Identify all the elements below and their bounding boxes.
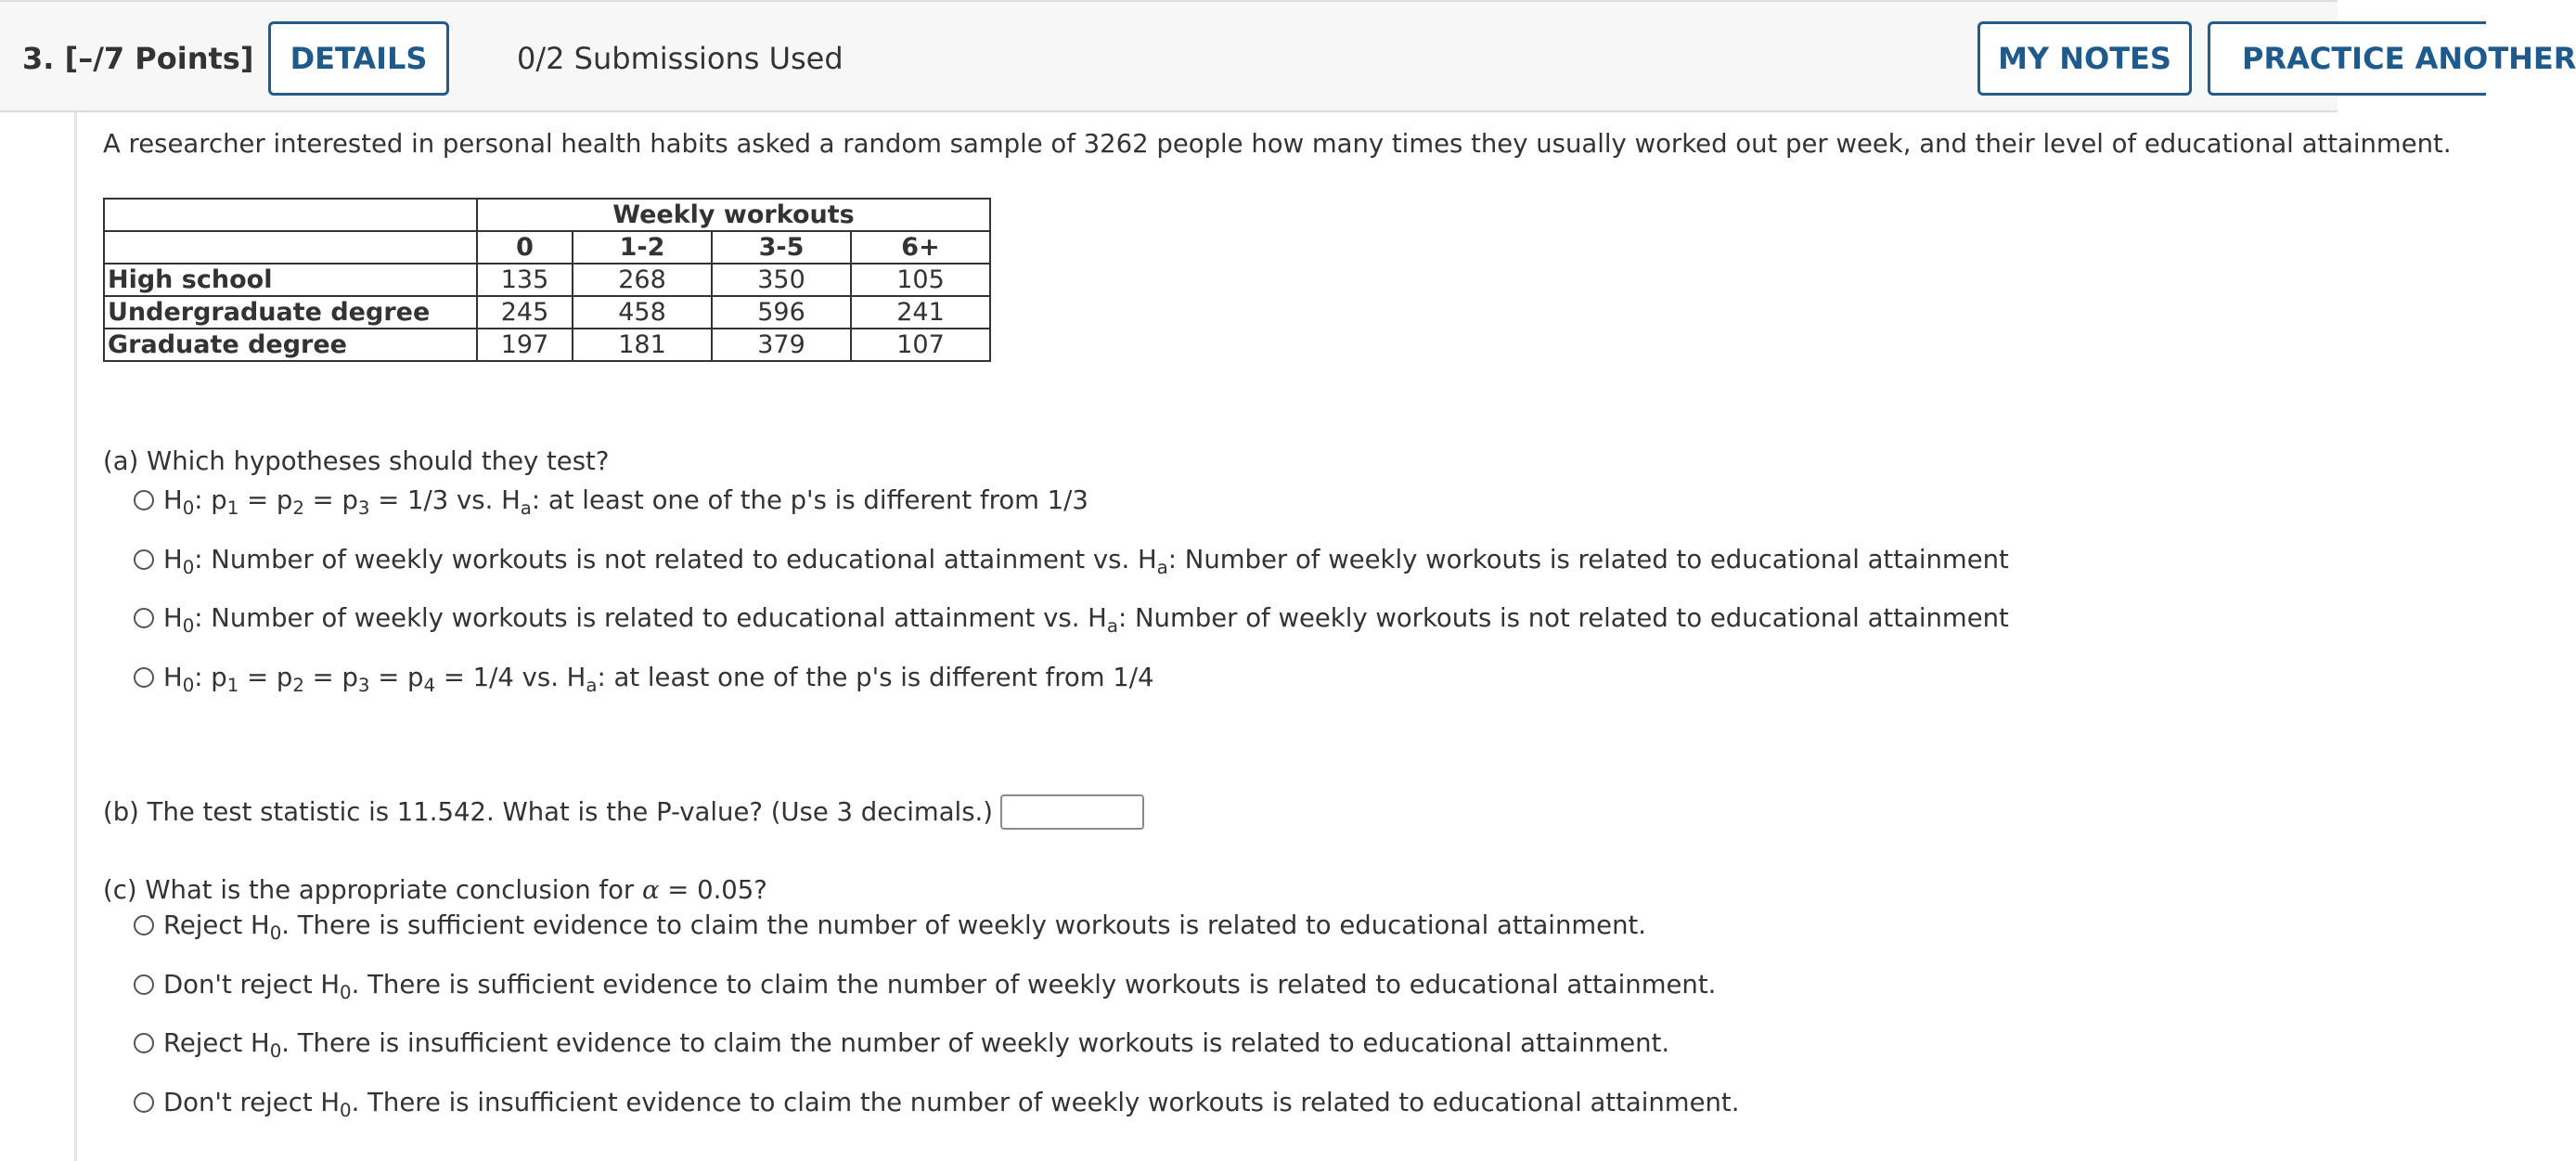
radio-button[interactable] [134, 915, 154, 935]
p-value-input[interactable] [1000, 794, 1144, 830]
radio-button[interactable] [134, 549, 154, 570]
column-header: 0 [477, 231, 573, 264]
column-header: 3-5 [712, 231, 851, 264]
radio-button[interactable] [134, 490, 154, 510]
table-cell: 379 [712, 329, 851, 361]
alpha-symbol: α [641, 875, 660, 905]
question-title [22, 41, 253, 76]
practice-another-button[interactable]: PRACTICE ANOTHER [2208, 21, 2486, 96]
radio-button[interactable] [134, 974, 154, 995]
column-header: 6+ [851, 231, 990, 264]
radio-button[interactable] [134, 608, 154, 628]
conclusion-option-3[interactable] [134, 1025, 1669, 1062]
conclusion-option-4[interactable] [134, 1084, 1739, 1121]
details-button[interactable]: DETAILS [268, 21, 449, 96]
my-notes-button[interactable]: MY NOTES [1977, 21, 2192, 96]
table-cell: 181 [573, 329, 712, 361]
option-text: Reject $H_0$. There is insufficient evidence to claim the number of weekly workouts is related to educational attainment. [163, 1028, 1670, 1062]
table-row [104, 264, 990, 296]
table-cell: 197 [477, 329, 573, 361]
table-cell: 107 [851, 329, 990, 361]
hypothesis-option-3[interactable] [134, 600, 2009, 637]
option-text: $H_0$: Number of weekly workouts is not related to educational attainment vs. $H_a$: Number of weekly workouts is related to educational attainment [163, 545, 2009, 578]
row-header: High school [104, 264, 477, 296]
table-cell: 268 [573, 264, 712, 296]
table-row [104, 296, 990, 329]
table-cell: 458 [573, 296, 712, 329]
question-points: [–/7 Points] [64, 41, 254, 76]
hypothesis-option-1[interactable] [134, 482, 1088, 519]
row-header: Graduate degree [104, 329, 477, 361]
submissions-used: 0/2 Submissions Used [517, 41, 844, 76]
radio-button[interactable] [134, 1092, 154, 1113]
part-a-prompt: (a) Which hypotheses should they test? [103, 446, 610, 476]
left-divider [74, 112, 77, 1161]
table-cell: 596 [712, 296, 851, 329]
radio-button[interactable] [134, 667, 154, 688]
table-cell: 105 [851, 264, 990, 296]
question-header [0, 0, 2576, 112]
question-number: 3. [22, 41, 55, 76]
table-cell: 241 [851, 296, 990, 329]
radio-button[interactable] [134, 1033, 154, 1053]
workouts-table [103, 198, 991, 362]
table-row [104, 329, 990, 361]
option-text: $H_0$: Number of weekly workouts is related to educational attainment vs. $H_a$: Number of weekly workouts is not related to educational attainment [163, 603, 2009, 637]
option-text: $H_0$: $p_1 = p_2 = p_3 = p_4 = 1/4$ vs. $H_a$: at least one of the p's is different from 1/4 [163, 663, 1154, 696]
part-b-question [103, 794, 1144, 830]
hypothesis-option-4[interactable] [134, 659, 1154, 696]
conclusion-option-1[interactable] [134, 907, 1646, 944]
option-text: Don't reject $H_0$. There is sufficient evidence to claim the number of weekly workouts is related to educational attainment. [163, 970, 1717, 1003]
option-text: Reject $H_0$. There is sufficient evidence to claim the number of weekly workouts is related to educational attainment. [163, 910, 1647, 944]
table-cell: 135 [477, 264, 573, 296]
conclusion-option-2[interactable] [134, 966, 1716, 1003]
row-header: Undergraduate degree [104, 296, 477, 329]
part-b-prompt: (b) The test statistic is 11.542. What is the P-value? (Use 3 decimals.) [103, 797, 993, 827]
table-group-header: Weekly workouts [477, 199, 990, 231]
table-corner-cell [104, 231, 477, 264]
option-text: Don't reject $H_0$. There is insufficient evidence to claim the number of weekly workouts is related to educational attainment. [163, 1088, 1740, 1121]
table-cell: 350 [712, 264, 851, 296]
option-text: $H_0$: $p_1 = p_2 = p_3 = 1/3$ vs. $H_a$: at least one of the p's is different from 1/3 [163, 485, 1088, 519]
part-c-prompt: (c) What is the appropriate conclusion for α = 0.05? [103, 875, 767, 905]
hypothesis-option-2[interactable] [134, 541, 2009, 578]
table-corner-cell [104, 199, 477, 231]
column-header: 1-2 [573, 231, 712, 264]
table-cell: 245 [477, 296, 573, 329]
question-intro: A researcher interested in personal health habits asked a random sample of 3262 people how many times they usually worked out per week, and their level of educational attainment. [103, 129, 2452, 159]
